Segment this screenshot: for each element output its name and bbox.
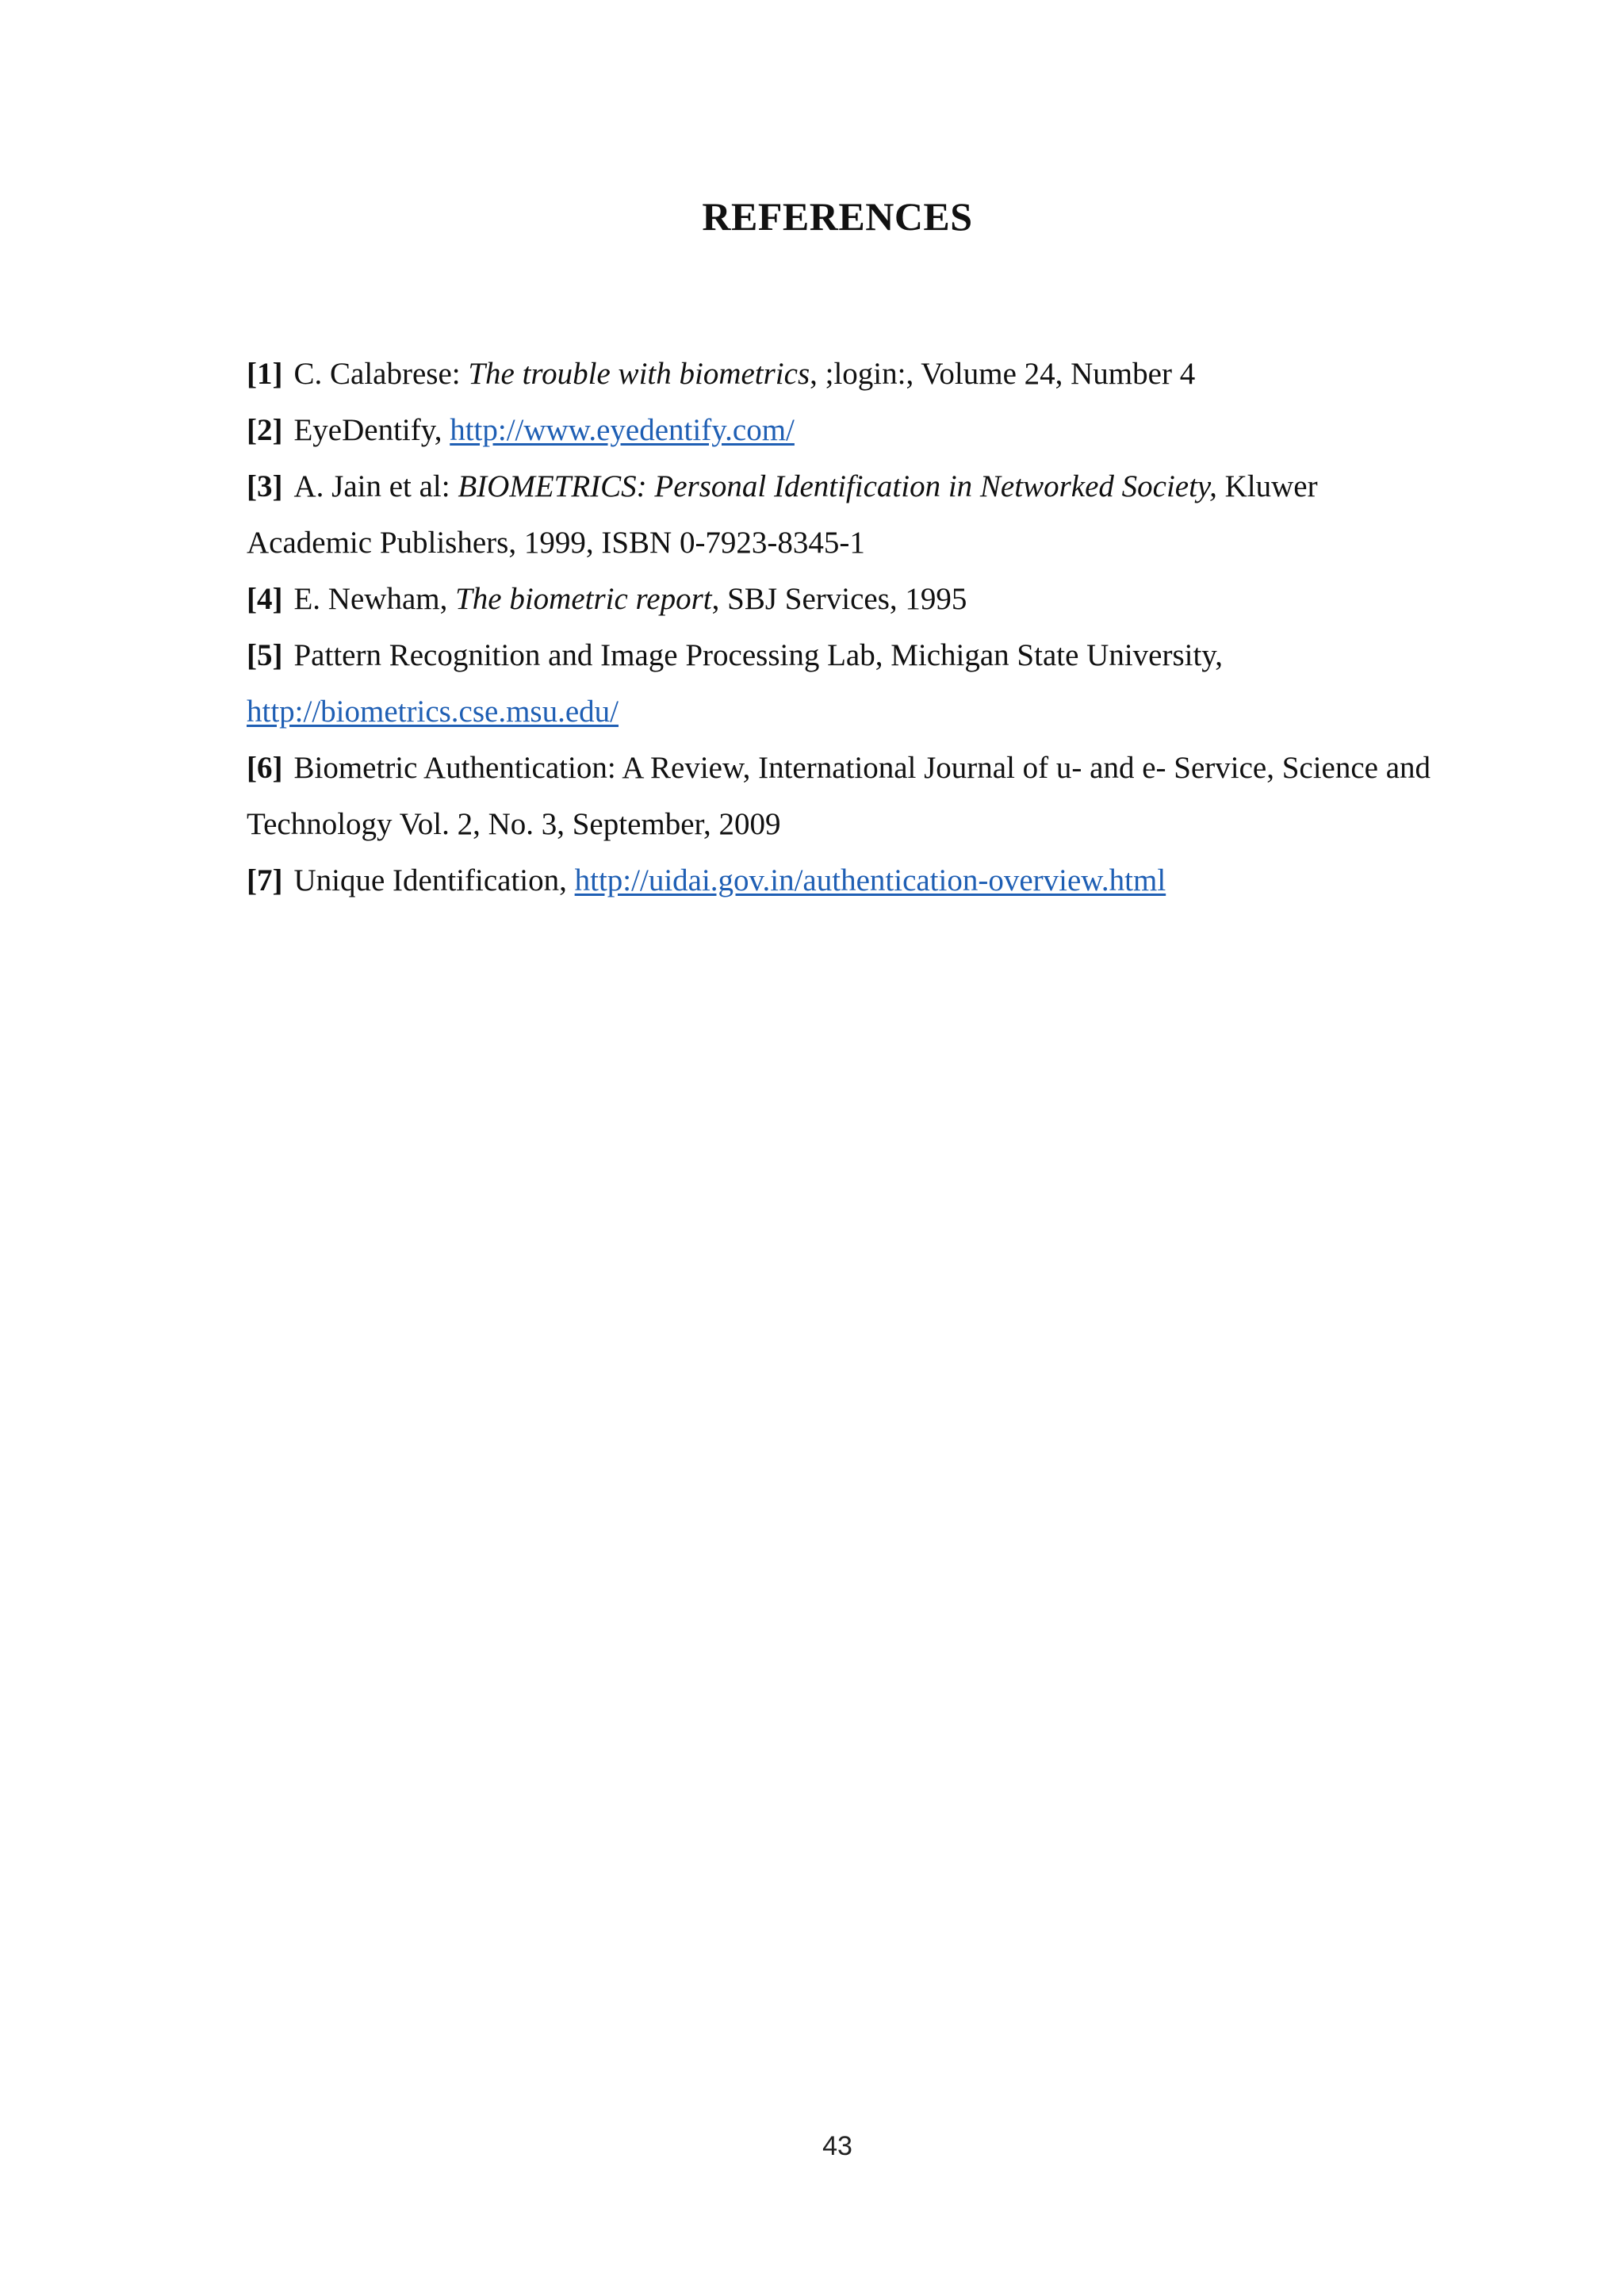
reference-text: A. Jain et al: [293,469,458,503]
reference-number: [3] [247,469,283,503]
reference-number: [6] [247,751,283,785]
reference-item-2 [247,402,1436,458]
reference-item-7 [247,852,1436,909]
reference-text: , SBJ Services, 1995 [711,582,967,616]
reference-link-eyedentify[interactable]: http://www.eyedentify.com/ [450,413,795,447]
reference-item-1 [247,346,1436,402]
reference-number: [1] [247,357,283,391]
page-title: REFERENCES [702,194,973,239]
reference-list [247,346,1436,909]
reference-text: Biometric Authentication: A Review, International Journal of u- and e- Service, Science and Technology Vol. 2, No. 3, September, 2009 [247,751,1431,841]
reference-title: BIOMETRICS: Personal Identification in Networked Society, [458,469,1217,503]
reference-text: , ;login:, Volume 24, Number 4 [810,357,1196,391]
reference-item-5 [247,627,1436,740]
reference-number: [4] [247,582,283,616]
reference-text: E. Newham, [293,582,456,616]
reference-number: [7] [247,863,283,897]
reference-title: The trouble with biometrics [468,357,810,391]
reference-item-6 [247,740,1436,852]
reference-number: [5] [247,638,283,672]
reference-text: EyeDentify, [293,413,450,447]
reference-link-msu[interactable]: http://biometrics.cse.msu.edu/ [247,695,619,729]
reference-text: Unique Identification, [293,863,575,897]
reference-text: Pattern Recognition and Image Processing Lab, Michigan State University, [293,638,1224,672]
reference-text: C. Calabrese: [293,357,469,391]
reference-text: Kluwer Academic Publishers, 1999, ISBN 0-7923-8345-1 [247,469,1318,560]
reference-item-3 [247,458,1436,571]
reference-link-uidai[interactable]: http://uidai.gov.in/authentication-overview.html [574,863,1166,897]
reference-item-4 [247,571,1436,627]
page-number: 43 [822,2131,852,2161]
reference-title: The biometric report [455,582,712,616]
reference-number: [2] [247,413,283,447]
